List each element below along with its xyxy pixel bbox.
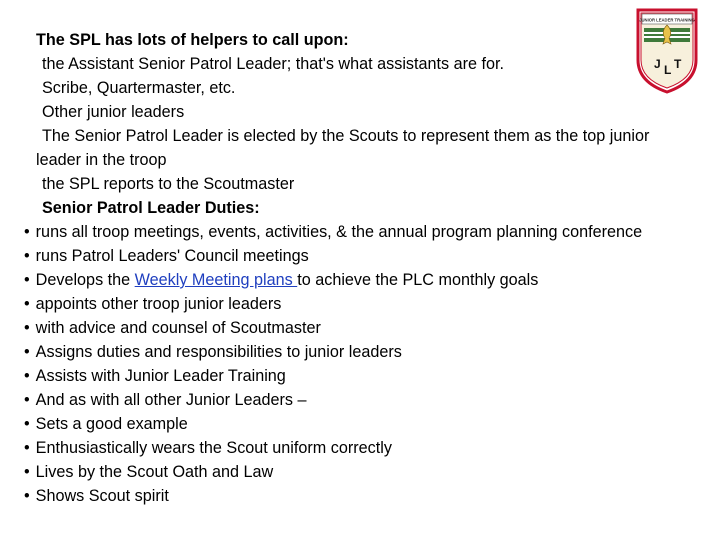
duty-item — [24, 484, 674, 508]
duty-text: Enthusiastically wears the Scout uniform correctly — [35, 439, 392, 457]
logo-banner-text: JUNIOR LEADER TRAINING — [639, 17, 695, 23]
statement-item: the SPL reports to the Scoutmaster — [42, 175, 295, 193]
duty-item — [24, 244, 674, 268]
logo-letter-l: L — [664, 63, 672, 77]
bullet-icon: • — [24, 223, 30, 241]
duty-text: runs Patrol Leaders' Council meetings — [35, 247, 309, 265]
page-title: The SPL has lots of helpers to call upon: — [36, 31, 349, 49]
duty-item — [24, 436, 674, 460]
duty-text: Sets a good example — [35, 415, 188, 433]
bullet-icon: • — [24, 415, 30, 433]
duty-item — [24, 292, 674, 316]
bullet-icon: • — [24, 295, 30, 313]
slide-content — [24, 28, 686, 508]
duty-text: Shows Scout spirit — [35, 487, 169, 505]
bullet-icon: • — [24, 391, 30, 409]
duty-item — [24, 388, 674, 412]
bullet-icon: • — [24, 247, 30, 265]
duty-item — [24, 460, 674, 484]
duty-text: runs all troop meetings, events, activities, & the annual program planning conference — [35, 223, 643, 241]
duty-text: Lives by the Scout Oath and Law — [35, 463, 274, 481]
bullet-icon: • — [24, 487, 30, 505]
bullet-icon: • — [24, 367, 30, 385]
duty-item — [24, 268, 674, 292]
develops-prefix: Develops the — [35, 271, 135, 289]
bullet-icon: • — [24, 463, 30, 481]
bullet-icon: • — [24, 343, 30, 361]
duty-text: Assists with Junior Leader Training — [35, 367, 286, 385]
duty-text: with advice and counsel of Scoutmaster — [35, 319, 321, 337]
duty-list — [24, 220, 674, 508]
duty-item — [24, 412, 674, 436]
duty-item — [24, 364, 674, 388]
weekly-meeting-plans-link[interactable]: Weekly Meeting plans — [134, 271, 298, 289]
bullet-icon: • — [24, 319, 30, 337]
logo-letter-t: T — [674, 57, 682, 71]
duty-item — [24, 220, 674, 244]
logo-letter-j: J — [654, 57, 661, 71]
bullet-icon: • — [24, 271, 30, 289]
duty-text: Assigns duties and responsibilities to junior leaders — [35, 343, 402, 361]
duty-item — [24, 316, 674, 340]
duty-item — [24, 340, 674, 364]
bullet-icon: • — [24, 439, 30, 457]
helper-item: the Assistant Senior Patrol Leader; that's what assistants are for. — [42, 55, 504, 73]
statement-item: The Senior Patrol Leader is elected by the Scouts to represent them as the top junior leader in the troop — [36, 127, 650, 169]
duty-text: appoints other troop junior leaders — [35, 295, 282, 313]
duties-heading: Senior Patrol Leader Duties: — [42, 199, 260, 217]
helper-item: Scribe, Quartermaster, etc. — [42, 79, 236, 97]
duty-text: And as with all other Junior Leaders – — [35, 391, 307, 409]
develops-suffix: to achieve the PLC monthly goals — [297, 271, 539, 289]
helper-item: Other junior leaders — [42, 103, 185, 121]
